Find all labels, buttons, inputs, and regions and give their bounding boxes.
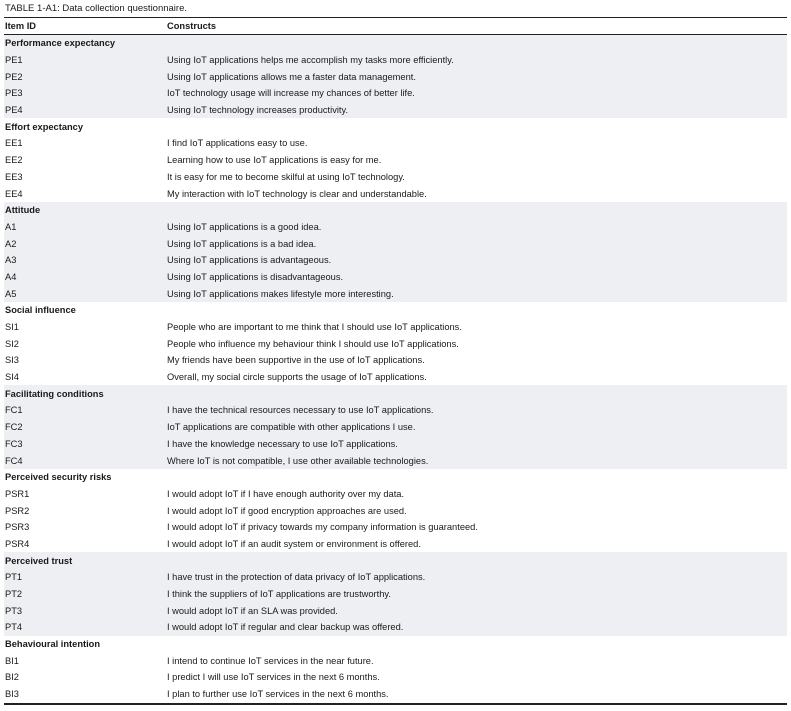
item-id: SI2 bbox=[5, 338, 19, 349]
table-row bbox=[4, 335, 787, 352]
item-id: PSR4 bbox=[5, 538, 30, 549]
table-row bbox=[4, 252, 787, 269]
construct-text: I would adopt IoT if regular and clear backup was offered. bbox=[166, 619, 787, 636]
table-row bbox=[4, 652, 787, 669]
table-row bbox=[4, 102, 787, 119]
table-caption: TABLE 1-A1: Data collection questionnaire. bbox=[5, 3, 188, 14]
item-id: PE4 bbox=[4, 102, 166, 119]
item-id: A2 bbox=[4, 235, 166, 252]
section-header-row bbox=[4, 202, 787, 219]
item-id: SI3 bbox=[5, 355, 19, 366]
construct-text: I find IoT applications easy to use. bbox=[167, 138, 308, 149]
table-row bbox=[4, 152, 787, 169]
construct-text: I would adopt IoT if privacy towards my company information is guaranteed. bbox=[167, 522, 478, 533]
table-row bbox=[4, 169, 787, 186]
section-name: Performance expectancy bbox=[4, 35, 787, 52]
construct-text: Using IoT applications is disadvantageous. bbox=[166, 269, 787, 286]
item-id: FC4 bbox=[4, 452, 166, 469]
table-row bbox=[4, 669, 787, 686]
table-header-row bbox=[4, 18, 787, 35]
construct-text: People who are important to me think that I should use IoT applications. bbox=[167, 322, 462, 333]
construct-text: Using IoT applications is a bad idea. bbox=[166, 235, 787, 252]
questionnaire-table bbox=[4, 17, 787, 705]
construct-text: I would adopt IoT if an audit system or environment is offered. bbox=[167, 538, 421, 549]
section-header-row bbox=[4, 302, 787, 319]
section-header-row bbox=[4, 552, 787, 569]
table-row bbox=[4, 436, 787, 453]
item-id: PT3 bbox=[4, 602, 166, 619]
table-row bbox=[4, 419, 787, 436]
item-id: PE1 bbox=[4, 52, 166, 69]
table-row bbox=[4, 85, 787, 102]
section-name: Perceived trust bbox=[4, 552, 787, 569]
header-item-id: Item ID bbox=[5, 21, 36, 31]
construct-text: I would adopt IoT if I have enough authority over my data. bbox=[167, 488, 405, 499]
construct-text: IoT technology usage will increase my chances of better life. bbox=[166, 85, 787, 102]
table-row bbox=[4, 502, 787, 519]
section-name: Effort expectancy bbox=[5, 121, 84, 132]
item-id: EE3 bbox=[5, 171, 23, 182]
table-row bbox=[4, 536, 787, 553]
item-id: A1 bbox=[4, 219, 166, 236]
table-body bbox=[4, 35, 787, 704]
item-id: FC2 bbox=[4, 419, 166, 436]
table-row bbox=[4, 686, 787, 704]
item-id: FC3 bbox=[4, 436, 166, 453]
table-row bbox=[4, 619, 787, 636]
item-id: EE2 bbox=[5, 155, 23, 166]
item-id: BI3 bbox=[5, 689, 19, 700]
construct-text: People who influence my behaviour think I should use IoT applications. bbox=[167, 338, 459, 349]
construct-text: I predict I will use IoT services in the next 6 months. bbox=[167, 672, 380, 683]
table-row bbox=[4, 452, 787, 469]
construct-text: Using IoT applications is advantageous. bbox=[166, 252, 787, 269]
section-header-row bbox=[4, 636, 787, 653]
table-row bbox=[4, 369, 787, 386]
table-row bbox=[4, 52, 787, 69]
item-id: EE4 bbox=[5, 188, 23, 199]
item-id: PE2 bbox=[4, 68, 166, 85]
construct-text: Using IoT applications helps me accomplish my tasks more efficiently. bbox=[166, 52, 787, 69]
construct-text: Overall, my social circle supports the usage of IoT applications. bbox=[167, 372, 427, 383]
table-row bbox=[4, 602, 787, 619]
construct-text: IoT applications are compatible with other applications I use. bbox=[166, 419, 787, 436]
construct-text: I think the suppliers of IoT applications are trustworthy. bbox=[166, 586, 787, 603]
construct-text: I have the knowledge necessary to use IoT applications. bbox=[166, 436, 787, 453]
section-name: Perceived security risks bbox=[5, 472, 112, 483]
section-header-row bbox=[4, 35, 787, 52]
table-row bbox=[4, 586, 787, 603]
item-id: PT1 bbox=[4, 569, 166, 586]
section-name: Facilitating conditions bbox=[4, 385, 787, 402]
construct-text: I would adopt IoT if good encryption approaches are used. bbox=[167, 505, 407, 516]
construct-text: Using IoT applications is a good idea. bbox=[166, 219, 787, 236]
section-name: Social influence bbox=[5, 305, 76, 316]
table-row bbox=[4, 219, 787, 236]
table-row bbox=[4, 235, 787, 252]
item-id: PT2 bbox=[4, 586, 166, 603]
item-id: PE3 bbox=[4, 85, 166, 102]
item-id: PSR3 bbox=[5, 522, 30, 533]
item-id: SI1 bbox=[5, 322, 19, 333]
construct-text: Learning how to use IoT applications is easy for me. bbox=[167, 155, 382, 166]
item-id: PSR1 bbox=[5, 488, 30, 499]
item-id: A5 bbox=[4, 285, 166, 302]
construct-text: My friends have been supportive in the use of IoT applications. bbox=[167, 355, 425, 366]
item-id: A3 bbox=[4, 252, 166, 269]
table-row bbox=[4, 185, 787, 202]
section-header-row bbox=[4, 385, 787, 402]
item-id: PSR2 bbox=[5, 505, 30, 516]
construct-text: I have trust in the protection of data privacy of IoT applications. bbox=[166, 569, 787, 586]
table-row bbox=[4, 402, 787, 419]
table-row bbox=[4, 352, 787, 369]
construct-text: Using IoT technology increases productivity. bbox=[166, 102, 787, 119]
table-row bbox=[4, 319, 787, 336]
table-row bbox=[4, 486, 787, 503]
construct-text: Using IoT applications makes lifestyle more interesting. bbox=[166, 285, 787, 302]
item-id: A4 bbox=[4, 269, 166, 286]
construct-text: It is easy for me to become skilful at using IoT technology. bbox=[167, 171, 405, 182]
section-name: Behavioural intention bbox=[5, 639, 101, 650]
table-row bbox=[4, 68, 787, 85]
construct-text: I intend to continue IoT services in the near future. bbox=[167, 655, 374, 666]
table-row bbox=[4, 285, 787, 302]
section-header-row bbox=[4, 118, 787, 135]
construct-text: I plan to further use IoT services in the next 6 months. bbox=[167, 689, 389, 700]
item-id: PT4 bbox=[4, 619, 166, 636]
item-id: EE1 bbox=[5, 138, 23, 149]
item-id: FC1 bbox=[4, 402, 166, 419]
item-id: SI4 bbox=[5, 372, 19, 383]
section-header-row bbox=[4, 469, 787, 486]
table-row bbox=[4, 135, 787, 152]
item-id: BI1 bbox=[5, 655, 19, 666]
item-id: BI2 bbox=[5, 672, 19, 683]
table-row bbox=[4, 569, 787, 586]
section-name: Attitude bbox=[4, 202, 787, 219]
construct-text: My interaction with IoT technology is clear and understandable. bbox=[167, 188, 427, 199]
header-constructs: Constructs bbox=[167, 21, 217, 31]
construct-text: I would adopt IoT if an SLA was provided. bbox=[166, 602, 787, 619]
table-row bbox=[4, 269, 787, 286]
construct-text: I have the technical resources necessary to use IoT applications. bbox=[166, 402, 787, 419]
construct-text: Where IoT is not compatible, I use other available technologies. bbox=[166, 452, 787, 469]
construct-text: Using IoT applications allows me a faster data management. bbox=[166, 68, 787, 85]
table-row bbox=[4, 519, 787, 536]
